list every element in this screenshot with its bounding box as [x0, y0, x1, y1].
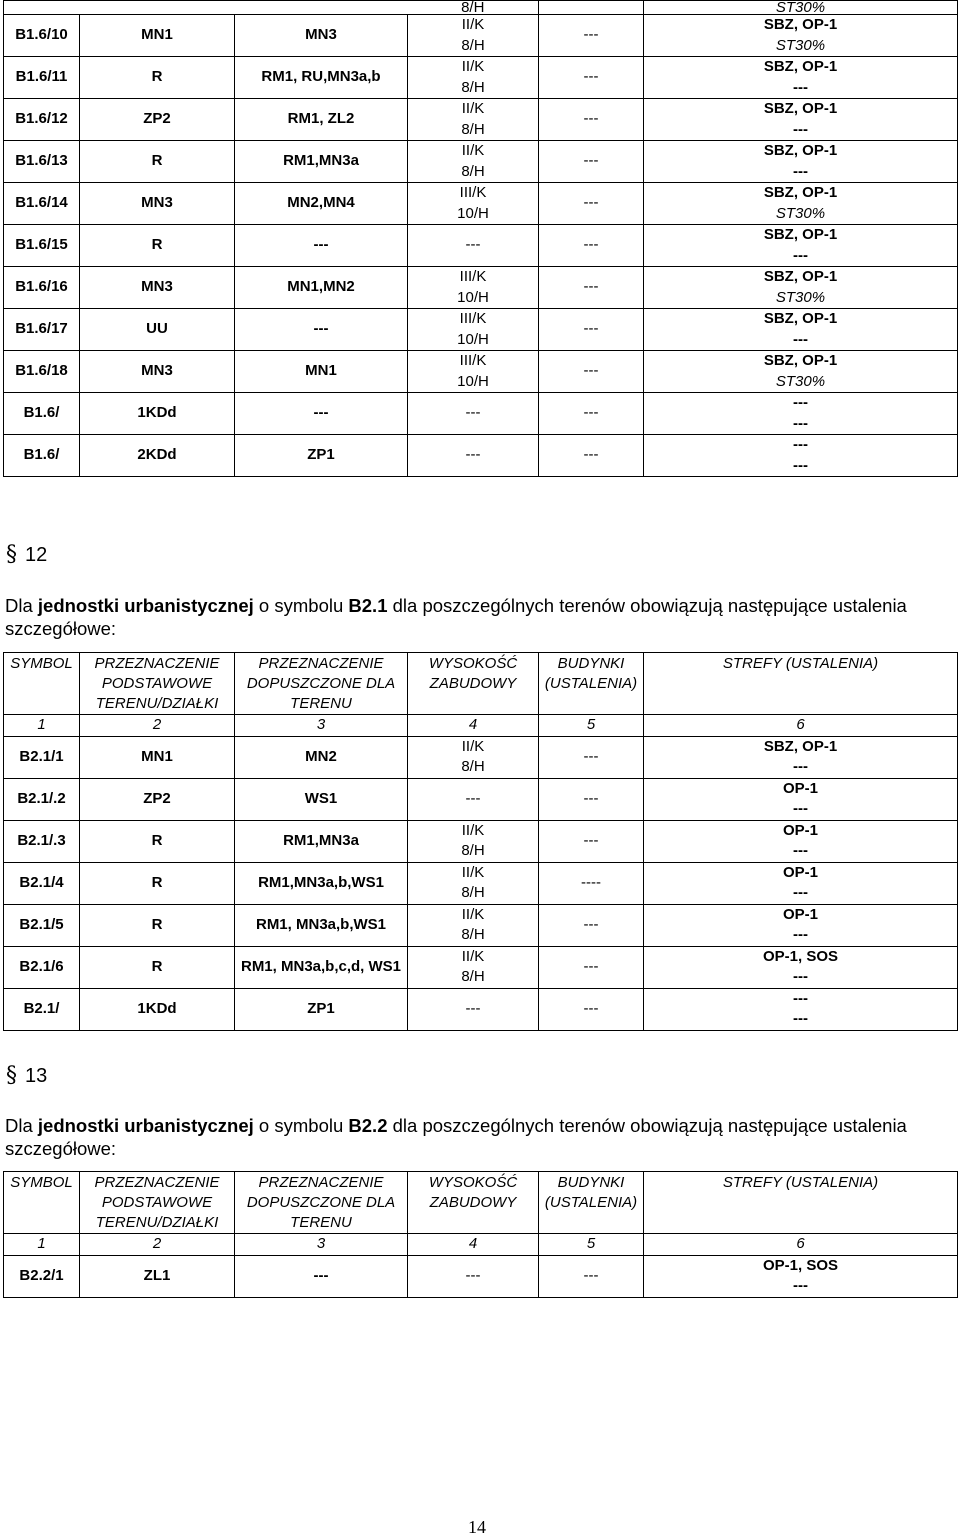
zones-cell	[644, 736, 958, 778]
primary-use-cell: MN3	[80, 267, 235, 309]
height-cell	[408, 820, 539, 862]
height-line-1: ---	[465, 999, 481, 1017]
table-row	[4, 435, 958, 477]
zones-cell	[644, 15, 958, 57]
symbol-cell: B1.6/16	[4, 267, 80, 309]
table-row	[4, 267, 958, 309]
table-cell	[539, 1, 644, 15]
table-row	[4, 862, 958, 904]
primary-use-cell: R	[80, 946, 235, 988]
zones-line-1: SBZ, OP-1	[763, 268, 838, 285]
height-line-2: 8/H	[461, 36, 485, 54]
column-number-cell: 2	[80, 1234, 235, 1256]
zones-cell	[644, 778, 958, 820]
allowed-use-cell: RM1,MN3a	[235, 820, 408, 862]
table-row	[4, 1255, 958, 1297]
section-heading-12	[6, 542, 47, 567]
zones-line-1: SBZ, OP-1	[763, 226, 838, 243]
zones-line-2: ---	[793, 246, 808, 264]
zones-line-2: ST30%	[775, 288, 826, 306]
section-intro-12	[5, 594, 955, 640]
allowed-use-cell: ---	[235, 1255, 408, 1297]
allowed-use-cell: MN2,MN4	[235, 183, 408, 225]
header-cell-wysokosc: WYSOKOŚĆ ZABUDOWY	[408, 653, 539, 715]
zones-cell	[644, 351, 958, 393]
height-line-1: ---	[465, 789, 481, 807]
zones-cell	[644, 183, 958, 225]
column-number-cell: 5	[539, 715, 644, 737]
zones-cell	[644, 141, 958, 183]
zones-line-1: OP-1	[782, 905, 818, 923]
table-row	[4, 15, 958, 57]
zones-cell	[644, 225, 958, 267]
table-cell	[235, 1, 408, 15]
height-line-1: II/K	[461, 100, 485, 117]
zones-line-2: ---	[793, 456, 808, 474]
column-number-cell: 4	[408, 715, 539, 737]
zones-line-1: SBZ, OP-1	[763, 352, 838, 369]
zones-cell	[644, 862, 958, 904]
symbol-cell: B1.6/10	[4, 15, 80, 57]
symbol-cell: B2.1/.3	[4, 820, 80, 862]
zones-line-1: SBZ, OP-1	[763, 310, 838, 327]
allowed-use-cell: ---	[235, 393, 408, 435]
symbol-cell: B2.1/5	[4, 904, 80, 946]
height-line-2: 10/H	[457, 330, 489, 348]
symbol-cell: B1.6/17	[4, 309, 80, 351]
height-line-1: III/K	[459, 184, 487, 201]
primary-use-cell: MN3	[80, 183, 235, 225]
zones-cell	[644, 393, 958, 435]
table-row	[4, 183, 958, 225]
buildings-cell: ---	[539, 988, 644, 1030]
buildings-cell: ---	[539, 225, 644, 267]
zones-line-1: OP-1, SOS	[762, 1256, 839, 1274]
table-row	[4, 351, 958, 393]
column-number-cell: 3	[235, 1234, 408, 1256]
intro-symbol: B2.1	[348, 595, 388, 616]
primary-use-cell: R	[80, 57, 235, 99]
zones-cell: ST30%	[644, 1, 958, 15]
allowed-use-cell: ---	[235, 225, 408, 267]
height-line-2: 8/H	[461, 926, 485, 943]
height-line-2: 8/H	[461, 162, 485, 180]
header-cell-symbol: SYMBOL	[4, 653, 80, 715]
primary-use-cell: MN1	[80, 736, 235, 778]
height-line-1: ---	[465, 446, 481, 464]
primary-use-cell: R	[80, 862, 235, 904]
table-row	[4, 988, 958, 1030]
zones-line-1: OP-1, SOS	[762, 947, 839, 965]
section-heading-13	[6, 1063, 47, 1088]
primary-use-cell: R	[80, 225, 235, 267]
table-row	[4, 946, 958, 988]
buildings-cell: ---	[539, 57, 644, 99]
column-number-cell: 1	[4, 715, 80, 737]
allowed-use-cell: RM1, MN3a,b,c,d, WS1	[235, 946, 408, 988]
height-line-1: II/K	[461, 58, 485, 75]
header-cell-podst: PRZEZNACZENIE PODSTAWOWE TERENU/DZIAŁKI	[80, 653, 235, 715]
symbol-cell: B1.6/14	[4, 183, 80, 225]
zones-line-2: ---	[793, 120, 808, 138]
allowed-use-cell: ZP1	[235, 435, 408, 477]
height-cell	[408, 435, 539, 477]
intro-text: dla poszczególnych terenów obowiązują następujące ustalenia szczegółowe:	[5, 595, 907, 639]
height-line-1: II/K	[461, 863, 485, 881]
intro-bold: jednostki urbanistycznej	[37, 1115, 254, 1136]
primary-use-cell: 2KDd	[80, 435, 235, 477]
buildings-cell: ---	[539, 778, 644, 820]
allowed-use-cell: WS1	[235, 778, 408, 820]
height-line-1: II/K	[461, 821, 485, 839]
zones-cell	[644, 988, 958, 1030]
symbol-cell: B2.1/1	[4, 736, 80, 778]
zones-cell	[644, 435, 958, 477]
table-header-row	[4, 653, 958, 715]
column-number-row	[4, 1234, 958, 1256]
table-b1-6	[3, 0, 958, 477]
zones-line-2: ---	[793, 78, 808, 96]
height-cell	[408, 351, 539, 393]
zones-line-2: ST30%	[775, 204, 826, 222]
primary-use-cell: 1KDd	[80, 393, 235, 435]
zones-cell	[644, 904, 958, 946]
primary-use-cell: UU	[80, 309, 235, 351]
buildings-cell: ---	[539, 267, 644, 309]
height-line-2: 10/H	[457, 204, 489, 222]
table-cell	[4, 1, 80, 15]
header-cell-podst: PRZEZNACZENIE PODSTAWOWE TERENU/DZIAŁKI	[80, 1172, 235, 1234]
header-cell-dopuszcz: PRZEZNACZENIE DOPUSZCZONE DLA TERENU	[235, 1172, 408, 1234]
allowed-use-cell: RM1,MN3a	[235, 141, 408, 183]
allowed-use-cell: RM1, ZL2	[235, 99, 408, 141]
table-row	[4, 309, 958, 351]
symbol-cell: B1.6/15	[4, 225, 80, 267]
buildings-cell: ---	[539, 820, 644, 862]
zones-line-2: ---	[793, 1010, 808, 1027]
buildings-cell: ---	[539, 183, 644, 225]
primary-use-cell: MN1	[80, 15, 235, 57]
allowed-use-cell: RM1, RU,MN3a,b	[235, 57, 408, 99]
symbol-cell: B1.6/11	[4, 57, 80, 99]
buildings-cell: ---	[539, 904, 644, 946]
intro-text: Dla	[5, 1115, 38, 1136]
table-row	[4, 1, 958, 15]
column-number-cell: 6	[644, 715, 958, 737]
zones-line-2: ---	[793, 758, 808, 775]
height-line-2: 8/H	[461, 842, 485, 859]
section-number: 12	[25, 544, 48, 566]
intro-text: o symbolu	[253, 595, 349, 616]
height-line-1: III/K	[459, 268, 487, 285]
column-number-cell: 2	[80, 715, 235, 737]
symbol-cell: B1.6/	[4, 435, 80, 477]
intro-text: Dla	[5, 595, 38, 616]
height-line-2: 8/H	[461, 968, 485, 985]
zones-line-2: ---	[793, 414, 808, 432]
table-header-row	[4, 1172, 958, 1234]
allowed-use-cell: ---	[235, 309, 408, 351]
height-cell	[408, 393, 539, 435]
height-cell	[408, 57, 539, 99]
symbol-cell: B2.1/4	[4, 862, 80, 904]
zones-line-1: SBZ, OP-1	[763, 737, 838, 755]
height-line-1: II/K	[461, 737, 485, 755]
table-row	[4, 57, 958, 99]
column-number-cell: 3	[235, 715, 408, 737]
zones-line-1: SBZ, OP-1	[763, 16, 838, 33]
height-line-2: 8/H	[461, 758, 485, 775]
zones-line-1: SBZ, OP-1	[763, 58, 838, 75]
intro-bold: jednostki urbanistycznej	[37, 595, 254, 616]
primary-use-cell: R	[80, 141, 235, 183]
zones-cell	[644, 309, 958, 351]
buildings-cell: ---	[539, 393, 644, 435]
header-cell-strefy: STREFY (USTALENIA)	[644, 1172, 958, 1234]
allowed-use-cell: MN1	[235, 351, 408, 393]
height-line-2: 8/H	[461, 120, 485, 138]
zones-line-1: SBZ, OP-1	[763, 184, 838, 201]
height-cell	[408, 309, 539, 351]
symbol-cell: B2.1/.2	[4, 778, 80, 820]
height-line-1: II/K	[461, 16, 485, 33]
buildings-cell: ---	[539, 946, 644, 988]
table-cell	[80, 1, 235, 15]
height-line-2: 10/H	[457, 288, 489, 306]
height-cell: 8/H	[408, 1, 539, 15]
section-mark: §	[6, 1063, 17, 1088]
allowed-use-cell: RM1, MN3a,b,WS1	[235, 904, 408, 946]
table-b2-1	[3, 652, 958, 1031]
header-cell-strefy: STREFY (USTALENIA)	[644, 653, 958, 715]
height-cell	[408, 946, 539, 988]
zones-line-2: ST30%	[775, 372, 826, 390]
table-row	[4, 820, 958, 862]
allowed-use-cell: MN1,MN2	[235, 267, 408, 309]
allowed-use-cell: MN2	[235, 736, 408, 778]
height-line-1: ---	[465, 1266, 481, 1284]
zones-line-2: ---	[793, 842, 808, 859]
primary-use-cell: R	[80, 904, 235, 946]
section-intro-13	[5, 1114, 955, 1160]
height-cell	[408, 267, 539, 309]
table-row	[4, 736, 958, 778]
zones-line-1: OP-1	[782, 779, 818, 797]
table-row	[4, 393, 958, 435]
zones-line-1: ---	[793, 436, 808, 453]
zones-line-1: ---	[793, 989, 808, 1007]
allowed-use-cell: RM1,MN3a,b,WS1	[235, 862, 408, 904]
height-cell	[408, 183, 539, 225]
zones-line-1: OP-1	[782, 863, 818, 881]
zones-line-2: ---	[793, 1277, 808, 1294]
buildings-cell: ---	[539, 141, 644, 183]
column-number-cell: 1	[4, 1234, 80, 1256]
zones-cell	[644, 57, 958, 99]
height-line-1: III/K	[459, 310, 487, 327]
zones-line-1: ---	[793, 394, 808, 411]
height-cell	[408, 778, 539, 820]
height-cell	[408, 1255, 539, 1297]
zones-line-2: ---	[793, 968, 808, 985]
column-number-cell: 4	[408, 1234, 539, 1256]
allowed-use-cell: MN3	[235, 15, 408, 57]
zones-line-2: ---	[793, 926, 808, 943]
header-cell-budynki: BUDYNKI (USTALENIA)	[539, 1172, 644, 1234]
table-b2-2	[3, 1171, 958, 1298]
height-cell	[408, 862, 539, 904]
height-cell	[408, 141, 539, 183]
header-cell-budynki: BUDYNKI (USTALENIA)	[539, 653, 644, 715]
height-cell	[408, 225, 539, 267]
primary-use-cell: ZP2	[80, 778, 235, 820]
table-row	[4, 141, 958, 183]
symbol-cell: B1.6/18	[4, 351, 80, 393]
symbol-cell: B1.6/	[4, 393, 80, 435]
height-cell	[408, 904, 539, 946]
zones-cell	[644, 820, 958, 862]
buildings-cell: ---	[539, 351, 644, 393]
table-row	[4, 99, 958, 141]
column-number-row	[4, 715, 958, 737]
height-line-1: ---	[465, 404, 481, 422]
primary-use-cell: R	[80, 820, 235, 862]
zones-line-2: ---	[793, 162, 808, 180]
symbol-cell: B2.1/6	[4, 946, 80, 988]
zones-line-1: OP-1	[782, 821, 818, 839]
table-row	[4, 904, 958, 946]
intro-symbol: B2.2	[348, 1115, 388, 1136]
zones-cell	[644, 1255, 958, 1297]
zones-line-2: ---	[793, 800, 808, 817]
primary-use-cell: ZP2	[80, 99, 235, 141]
height-cell	[408, 736, 539, 778]
buildings-cell: ----	[539, 862, 644, 904]
allowed-use-cell: ZP1	[235, 988, 408, 1030]
height-line-2: 8/H	[461, 884, 485, 901]
height-line-1: ---	[465, 236, 481, 254]
buildings-cell: ---	[539, 15, 644, 57]
intro-text: o symbolu	[253, 1115, 349, 1136]
height-line-1: III/K	[459, 352, 487, 369]
primary-use-cell: MN3	[80, 351, 235, 393]
height-cell	[408, 988, 539, 1030]
section-number: 13	[25, 1065, 48, 1087]
zones-cell	[644, 99, 958, 141]
zones-line-2: ---	[793, 884, 808, 901]
header-cell-wysokosc: WYSOKOŚĆ ZABUDOWY	[408, 1172, 539, 1234]
height-cell	[408, 99, 539, 141]
header-cell-symbol: SYMBOL	[4, 1172, 80, 1234]
primary-use-cell: ZL1	[80, 1255, 235, 1297]
intro-text: dla poszczególnych terenów obowiązują następujące ustalenia szczegółowe:	[5, 1115, 907, 1159]
height-line-1: II/K	[461, 905, 485, 923]
height-line-1: II/K	[461, 142, 485, 159]
height-line-1: II/K	[461, 947, 485, 965]
zones-line-2: ---	[793, 330, 808, 348]
zones-line-2: ST30%	[775, 36, 826, 54]
zones-cell	[644, 946, 958, 988]
symbol-cell: B1.6/13	[4, 141, 80, 183]
buildings-cell: ---	[539, 1255, 644, 1297]
section-mark: §	[6, 542, 17, 567]
column-number-cell: 5	[539, 1234, 644, 1256]
symbol-cell: B2.1/	[4, 988, 80, 1030]
buildings-cell: ---	[539, 99, 644, 141]
table-row	[4, 778, 958, 820]
buildings-cell: ---	[539, 736, 644, 778]
zones-cell	[644, 267, 958, 309]
primary-use-cell: 1KDd	[80, 988, 235, 1030]
height-line-2: 10/H	[457, 372, 489, 390]
column-number-cell: 6	[644, 1234, 958, 1256]
zones-line-1: SBZ, OP-1	[763, 100, 838, 117]
symbol-cell: B1.6/12	[4, 99, 80, 141]
buildings-cell: ---	[539, 435, 644, 477]
buildings-cell: ---	[539, 309, 644, 351]
table-row	[4, 225, 958, 267]
header-cell-dopuszcz: PRZEZNACZENIE DOPUSZCZONE DLA TERENU	[235, 653, 408, 715]
page-number: 14	[468, 1517, 486, 1537]
height-cell	[408, 15, 539, 57]
symbol-cell: B2.2/1	[4, 1255, 80, 1297]
height-line-2: 8/H	[461, 78, 485, 96]
zones-line-1: SBZ, OP-1	[763, 142, 838, 159]
